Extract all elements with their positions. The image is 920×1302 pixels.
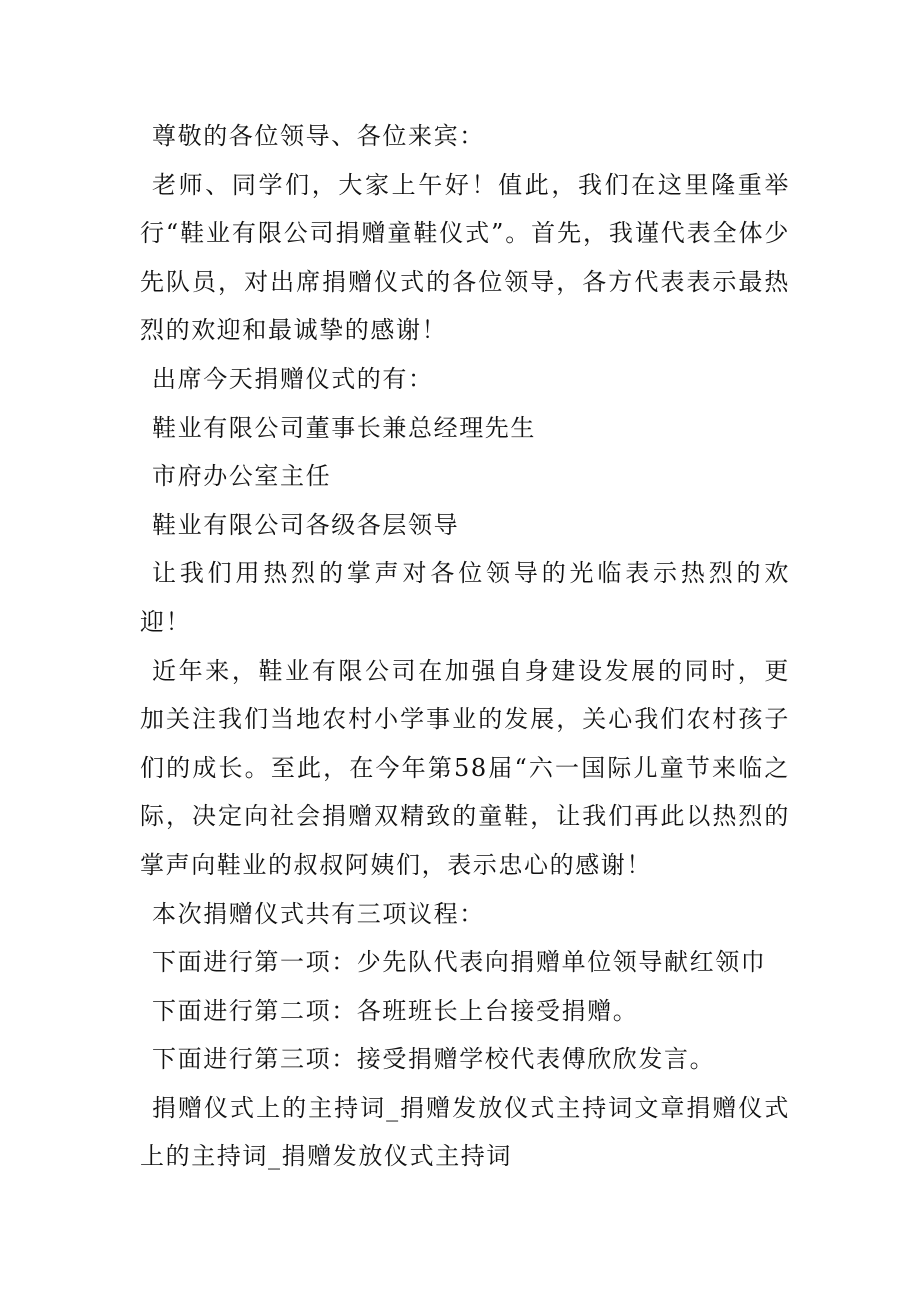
attendee-line: 鞋业有限公司各级各层领导: [152, 510, 460, 539]
attendee-line: 市府办公室主任: [152, 462, 332, 491]
agenda-item: 下面进行第一项：少先队代表向捐赠单位领导献红领巾: [152, 948, 767, 977]
attendee-line: 鞋业有限公司董事长兼总经理先生: [152, 413, 536, 442]
attendees-intro: 出席今天捐赠仪式的有：: [152, 364, 434, 393]
background-paragraph: 近年来，鞋业有限公司在加强自身建设发展的同时，更加关注我们当地农村小学事业的发展，关心我们农村孩子们的成长。至此，在今年第58届“六一国际儿童节来临之际，决定向社会捐赠双精致的童鞋，让我们再此以热烈的掌声向鞋业的叔叔阿姨们，表示忠心的感谢！: [140, 656, 790, 879]
agenda-intro: 本次捐赠仪式共有三项议程：: [152, 899, 485, 928]
closing-title-line: 捐赠仪式上的主持词_捐赠发放仪式主持词文章捐赠仪式上的主持词_捐赠发放仪式主持词: [140, 1093, 790, 1171]
agenda-item: 下面进行第二项：各班班长上台接受捐赠。: [152, 996, 639, 1025]
agenda-item: 下面进行第三项：接受捐赠学校代表傅欣欣发言。: [152, 1045, 716, 1074]
document-page: [140, 112, 790, 1181]
salutation: 尊敬的各位领导、各位来宾：: [152, 122, 485, 150]
welcome-line: 让我们用热烈的掌声对各位领导的光临表示热烈的欢迎！: [140, 559, 790, 636]
opening-paragraph: 老师、同学们，大家上午好！值此，我们在这里隆重举行“鞋业有限公司捐赠童鞋仪式”。首先，我谨代表全体少先队员，对出席捐赠仪式的各位领导，各方代表表示最热烈的欢迎和最诚挚的感谢！: [140, 170, 790, 345]
